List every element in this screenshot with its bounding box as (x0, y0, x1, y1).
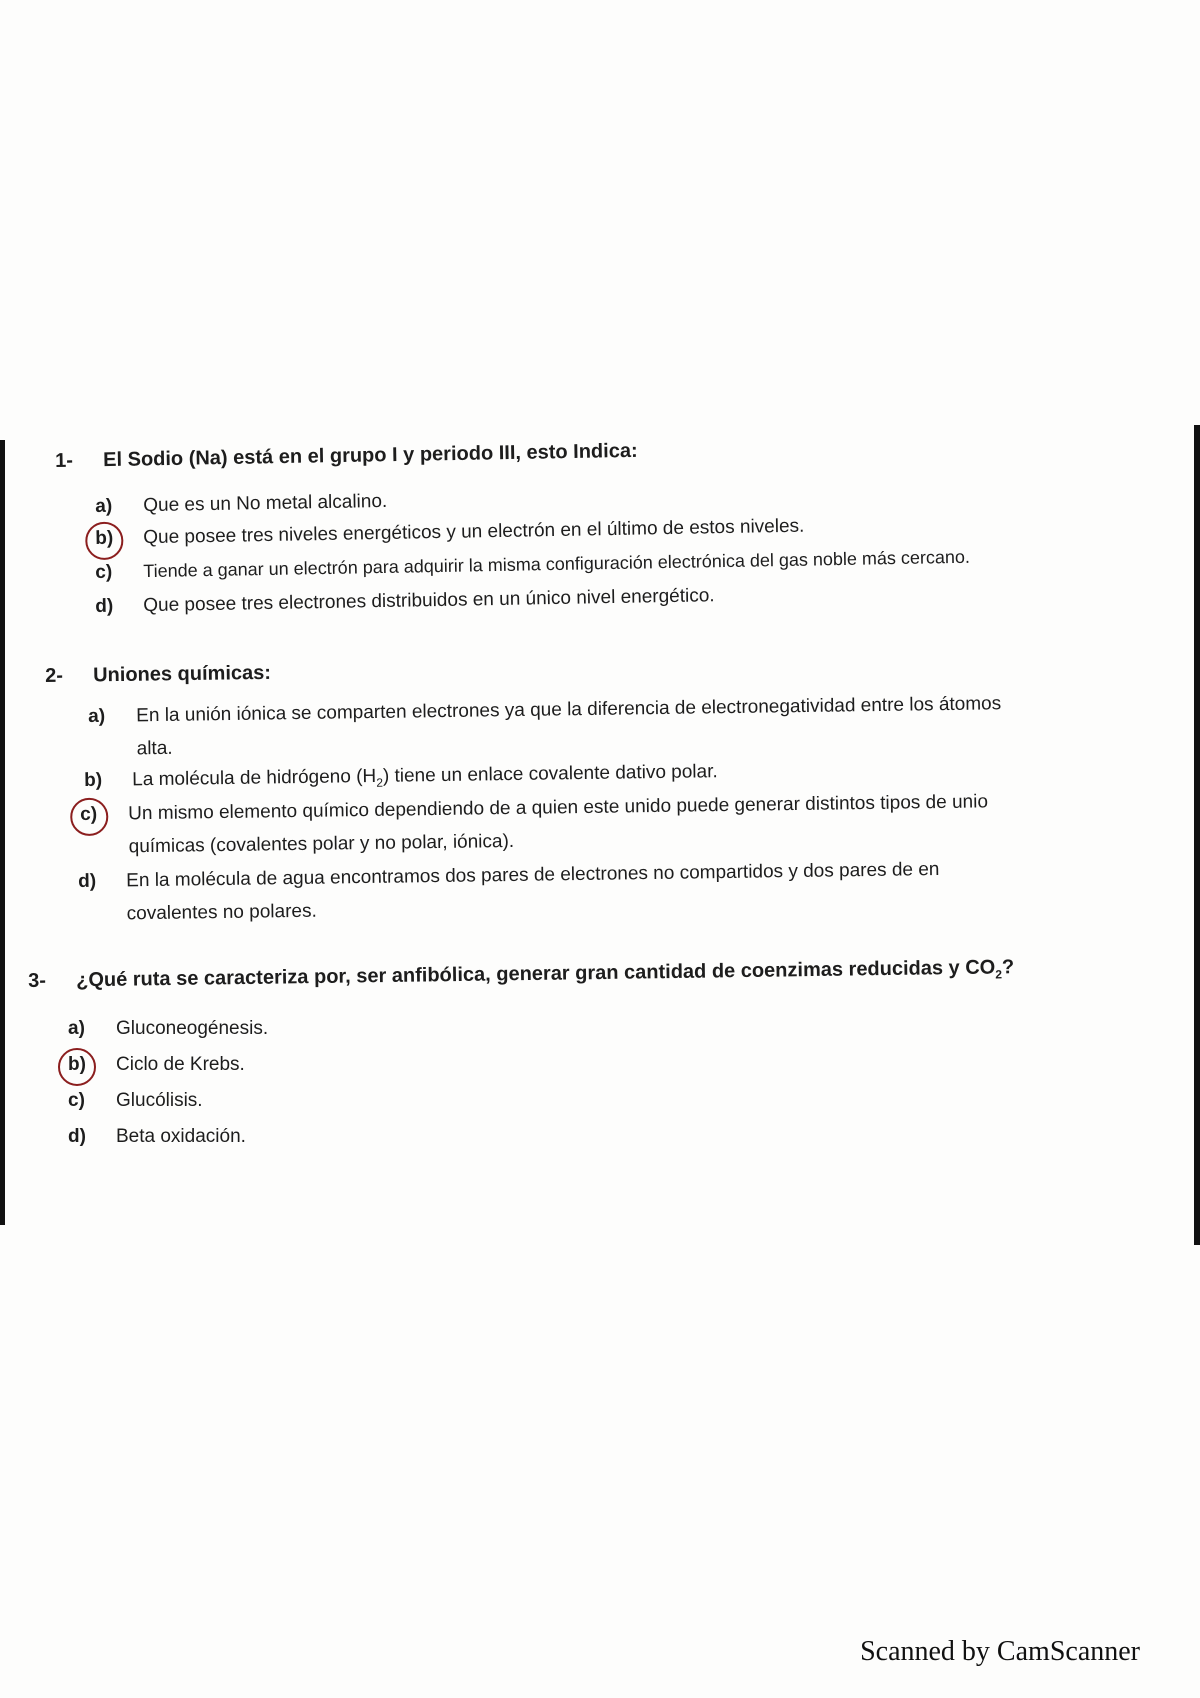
option-text-block (128, 785, 989, 863)
question-number: 3- (28, 969, 47, 992)
option-letter-wrap (68, 1048, 116, 1081)
option-letter: b) (84, 769, 103, 791)
option-letter: d) (78, 870, 97, 892)
option-text: Que es un No metal alcalino. (143, 490, 388, 517)
q3-option-a[interactable] (68, 1012, 268, 1045)
option-text: Tiende a ganar un electrón para adquirir la misma configuración electrónica del gas noble más cercano. (143, 546, 971, 582)
question-3-title-line (28, 956, 1014, 995)
q2-option-a[interactable] (88, 687, 1002, 766)
option-letter: a) (88, 705, 106, 727)
option-text-after: ) tiene un enlace covalente dativo polar. (382, 761, 718, 787)
option-text: Ciclo de Krebs. (116, 1054, 245, 1075)
question-number: 1- (55, 449, 74, 472)
option-text: Glucólisis. (116, 1090, 203, 1111)
question-3 (28, 956, 1014, 995)
q2-option-c[interactable] (80, 785, 989, 864)
question-1 (55, 440, 638, 473)
question-1-title-line (55, 440, 638, 473)
subscript-2: 2 (376, 775, 384, 790)
question-2 (45, 662, 271, 688)
scan-edge-right (1194, 425, 1200, 1245)
selected-answer-circle (85, 522, 124, 561)
q2-option-d[interactable] (78, 853, 940, 931)
question-title: Uniones químicas: (92, 661, 272, 687)
option-text: Que posee tres electrones distribuidos en un único nivel energético. (143, 585, 715, 617)
question-title-block (76, 956, 1014, 994)
question-title-end: ? (1001, 956, 1015, 979)
option-letter: c) (68, 1090, 85, 1111)
option-letter: b) (95, 527, 114, 549)
option-text-continued: alta. (136, 737, 173, 760)
option-text: Gluconeogénesis. (116, 1018, 269, 1039)
option-letter: a) (68, 1018, 85, 1039)
question-number: 2- (45, 664, 64, 687)
option-text-continued: covalentes no polares. (126, 900, 317, 925)
selected-answer-circle (70, 798, 109, 837)
q3-option-d[interactable] (68, 1120, 246, 1153)
option-text: Que posee tres niveles energéticos y un electrón en el último de estos niveles. (143, 515, 805, 549)
question-2-title-line (45, 662, 271, 688)
option-text: La molécula de hidrógeno (H (132, 765, 377, 791)
option-text: Beta oxidación. (116, 1126, 246, 1147)
q3-option-c[interactable] (68, 1084, 203, 1117)
scanner-watermark: Scanned by CamScanner (860, 1636, 1140, 1667)
option-text: En la molécula de agua encontramos dos pares de electrones no compartidos y dos pares de en (126, 858, 940, 892)
option-letter-wrap (95, 521, 144, 555)
question-title: ¿Qué ruta se caracteriza por, ser anfibólica, generar gran cantidad de coenzimas reducidas y CO (75, 956, 996, 992)
subscript-2: 2 (995, 967, 1003, 982)
option-letter: d) (95, 595, 114, 617)
option-letter: c) (80, 803, 98, 825)
selected-answer-circle (58, 1048, 96, 1086)
option-text: Un mismo elemento químico dependiendo de a quien este unido puede generar distintos tipos de unio (128, 791, 989, 825)
question-title: El Sodio (Na) está en el grupo I y periodo III, esto Indica: (102, 439, 638, 472)
q3-option-b[interactable] (68, 1048, 245, 1081)
option-text: En la unión iónica se comparten electrones ya que la diferencia de electronegatividad entre los átomos (136, 693, 1002, 727)
option-letter: a) (95, 495, 113, 517)
option-text-continued: químicas (covalentes polar y no polar, iónica). (128, 830, 515, 858)
option-letter: d) (68, 1126, 86, 1147)
scan-edge-left (0, 440, 5, 1225)
option-letter: b) (68, 1054, 86, 1075)
option-letter-wrap (80, 797, 128, 831)
option-text-block (126, 853, 940, 930)
option-letter: c) (95, 561, 113, 583)
option-text-block (136, 687, 1002, 765)
